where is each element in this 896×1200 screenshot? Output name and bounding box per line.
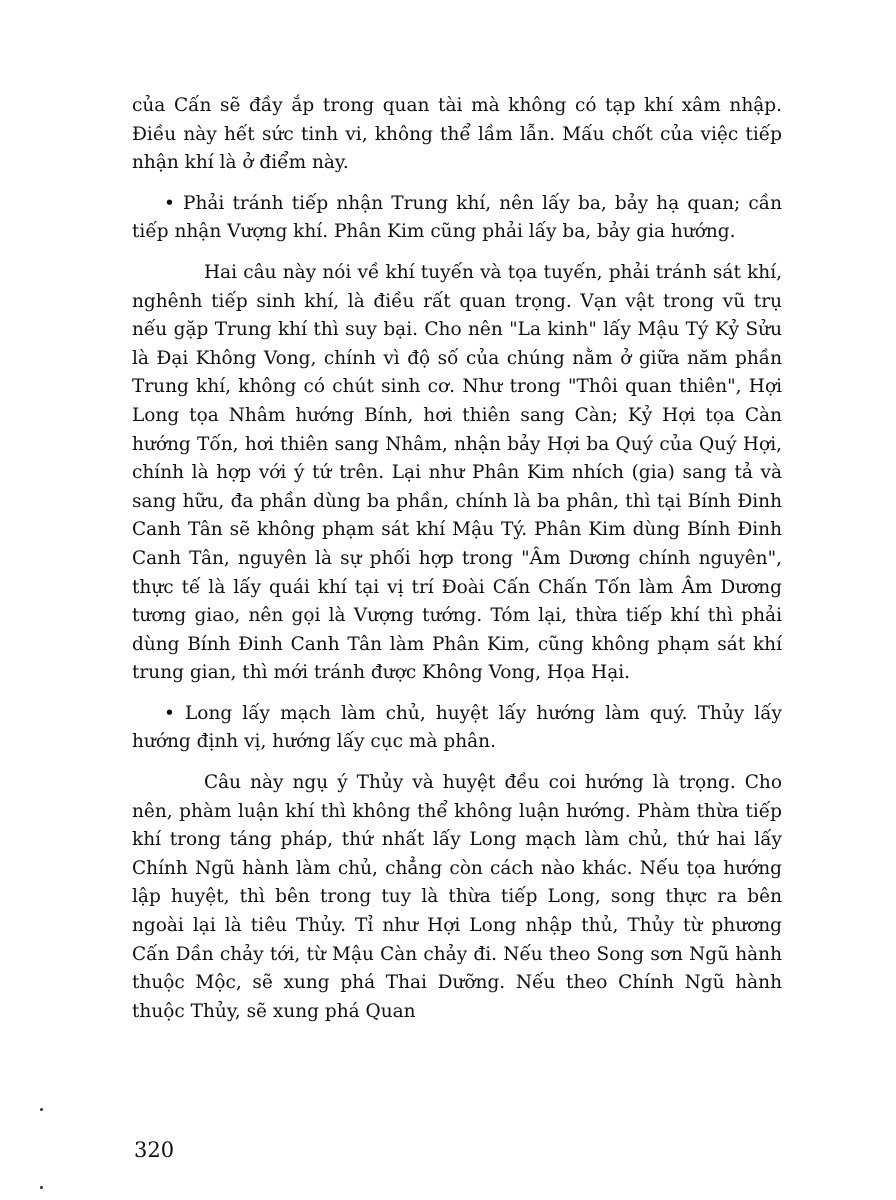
paragraph-explanation: Hai câu này nói về khí tuyến và tọa tuyến, phải tránh sát khí, nghênh tiếp sinh khí, là điều rất quan trọng. Vạn vật trong vũ trụ nếu gặp Trung khí thì suy bại. Cho nên "La kinh" lấy Mậu Tý Kỷ Sửu là Đại Không Vong, chính vì độ số của chúng nằm ở giữa năm phần Trung khí, không có chút sinh cơ. Như trong "Thôi quan thiên", Hợi Long tọa Nhâm hướng Bính, hơi thiên sang Càn; Kỷ Hợi tọa Càn hướng Tốn, hơi thiên sang Nhâm, nhận bảy Hợi ba Quý của Quý Hợi, chính là hợp với ý tứ trên. Lại như Phân Kim nhích (gia) sang tả và sang hữu, đa phần dùng ba phần, chính là ba phân, thì tại Bính Đinh Canh Tân sẽ không phạm sát khí Mậu Tý. Phân Kim dùng Bính Đinh Canh Tân, nguyên là sự phối hợp trong "Âm Dương chính nguyên", thực tế là lấy quái khí tại vị trí Đoài Cấn Chấn Tốn làm Âm Dương tương giao, nên gọi là Vượng tướng. Tóm lại, thừa tiếp khí thì phải dùng Bính Đinh Canh Tân làm Phân Kim, cũng không phạm sát khí trung gian, thì mới tránh được Không Vong, Họa Hại. bbox=[132, 261, 782, 684]
paragraph-bullet-principle: • Phải tránh tiếp nhận Trung khí, nên lấy ba, bảy hạ quan; cần tiếp nhận Vượng khí. Phân Kim cũng phải lấy ba, bảy gia hướng. bbox=[132, 192, 782, 243]
paragraph-continuation: của Cấn sẽ đầy ắp trong quan tài mà không có tạp khí xâm nhập. Điều này hết sức tinh vi, không thể lầm lẫn. Mấu chốt của việc tiếp nhận khí là ở điểm này. bbox=[132, 95, 782, 174]
paragraph-bullet-principle: • Long lấy mạch làm chủ, huyệt lấy hướng làm quý. Thủy lấy hướng định vị, hướng lấy cục mà phân. bbox=[132, 702, 782, 753]
body-text bbox=[132, 92, 782, 1026]
paragraph-explanation: Câu này ngụ ý Thủy và huyệt đều coi hướng là trọng. Cho nên, phàm luận khí thì không thể không luận hướng. Phàm thừa tiếp khí trong táng pháp, thứ nhất lấy Long mạch làm chủ, thứ hai lấy Chính Ngũ hành làm chủ, chẳng còn cách nào khác. Nếu tọa hướng lập huyệt, thì bên trong tuy là thừa tiếp Long, song thực ra bên ngoài lại là tiêu Thủy. Tỉ như Hợi Long nhập thủ, Thủy từ phương Cấn Dần chảy tới, từ Mậu Càn chảy đi. Nếu theo Song sơn Ngũ hành thuộc Mộc, sẽ xung phá Thai Dưỡng. Nếu theo Chính Ngũ hành thuộc Thủy, sẽ xung phá Quan bbox=[132, 772, 782, 1022]
scan-speck bbox=[40, 1186, 43, 1189]
page-number: 320 bbox=[134, 1138, 175, 1162]
scan-speck bbox=[40, 1108, 43, 1111]
